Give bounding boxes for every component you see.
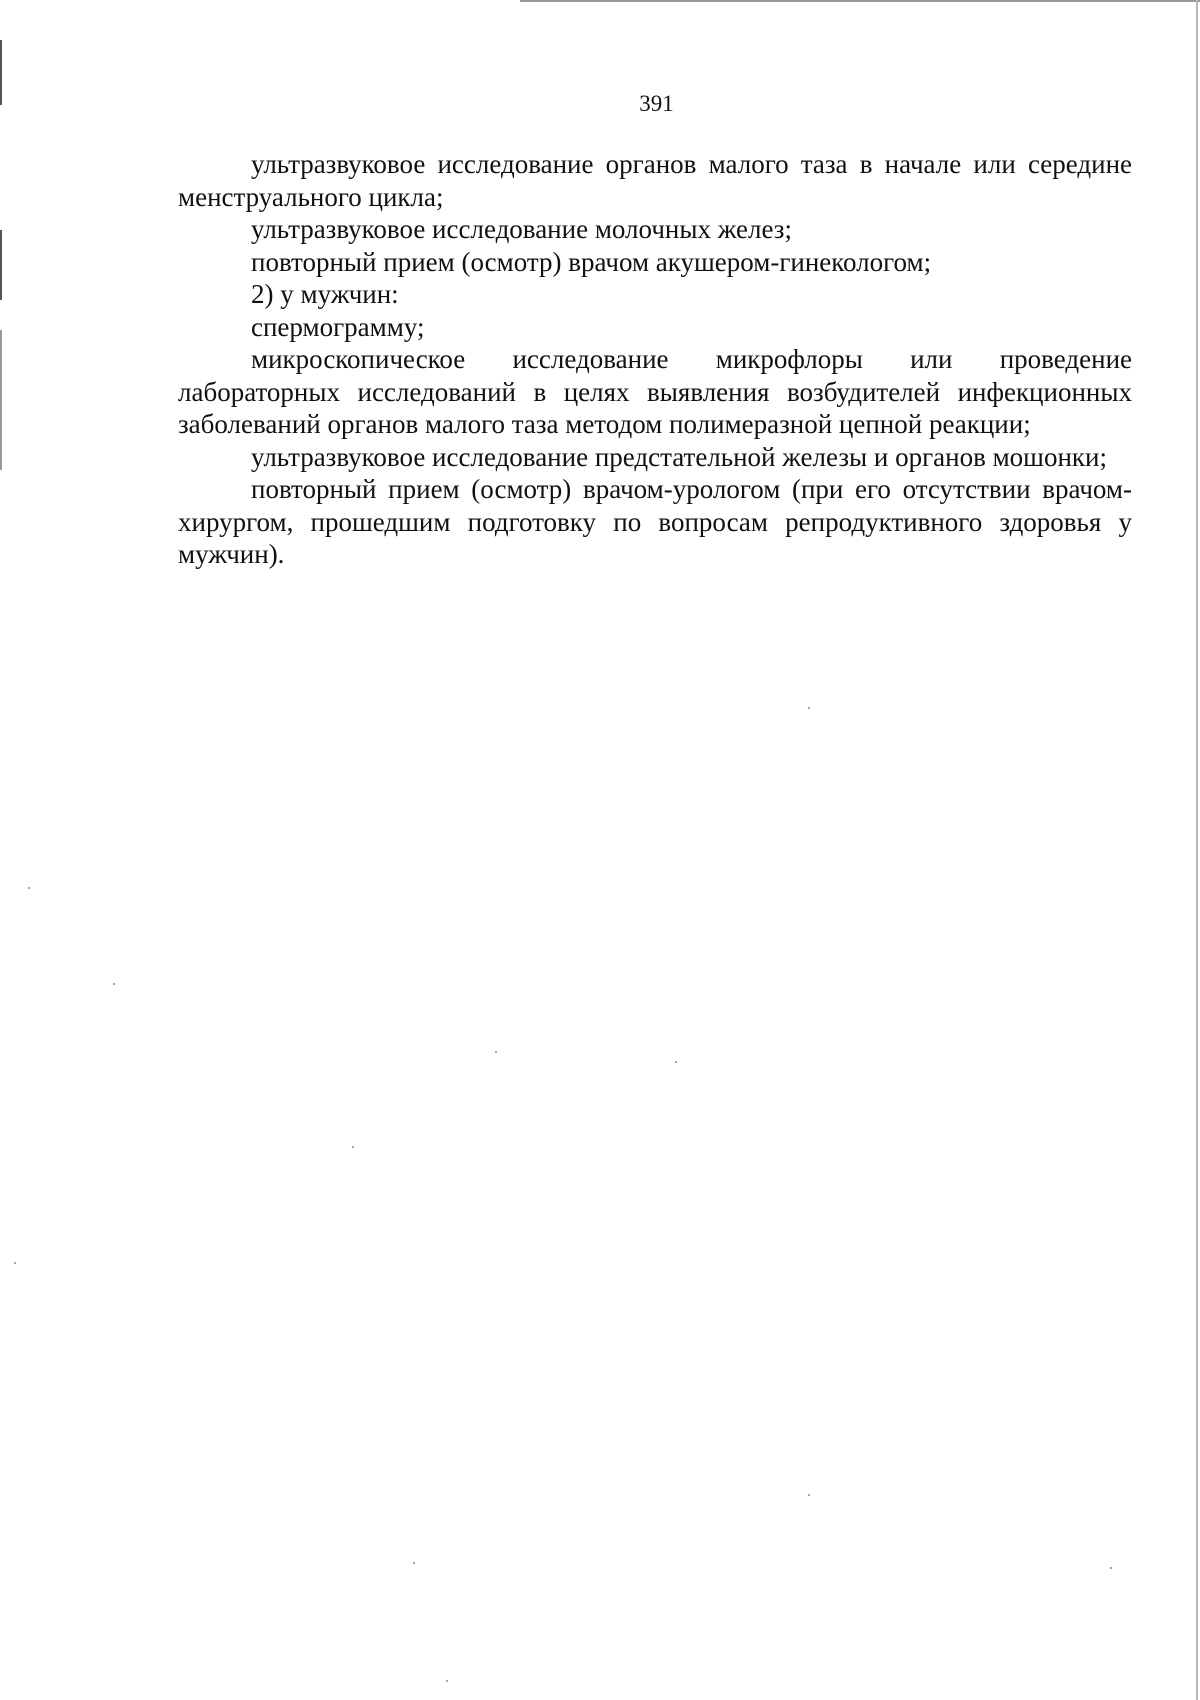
list-item-prostate-ultrasound: ультразвуковое исследование предстательной железы и органов мошонки; <box>251 441 1107 472</box>
scan-speck <box>352 1146 354 1148</box>
list-item-microscopic-study: микроскопическое исследование микрофлоры или проведение лабораторных исследований в целях выявления возбудителей инфекционных заболеваний органов малого таза методом полимеразной цепной реакции; <box>178 344 1132 439</box>
list-item-gynecologist-revisit: повторный прием (осмотр) врачом акушером-гинекологом; <box>251 246 932 277</box>
scan-edge-top <box>520 0 1200 2</box>
scan-speck <box>1110 1567 1112 1569</box>
page-number: 391 <box>639 91 674 116</box>
scan-speck <box>808 707 810 709</box>
scan-speck <box>413 1562 415 1564</box>
list-item-pelvic-ultrasound: ультразвуковое исследование органов малого таза в начале или середине менструального цикла; <box>178 149 1132 212</box>
scan-speck <box>28 887 30 889</box>
scan-speck <box>113 983 115 985</box>
scan-speck <box>14 1262 16 1264</box>
scan-edge-left-mark <box>0 330 2 470</box>
scan-speck <box>675 1061 677 1063</box>
list-item-urologist-revisit: повторный прием (осмотр) врачом-урологом (при его отсутствии врачом-хирургом, прошедшим подготовку по вопросам репродуктивного здоровья у мужчин). <box>178 474 1132 569</box>
list-item-spermogram: спермограмму; <box>251 311 425 342</box>
scan-edge-left-mark <box>0 230 2 300</box>
scan-speck <box>495 1051 497 1053</box>
section-heading-men: 2) у мужчин: <box>251 279 399 309</box>
scan-edge-right <box>1196 0 1198 1700</box>
scan-speck <box>446 1680 448 1682</box>
scan-speck <box>808 1494 810 1496</box>
list-item-breast-ultrasound: ультразвуковое исследование молочных желез; <box>251 214 792 244</box>
document-body <box>178 148 1132 571</box>
